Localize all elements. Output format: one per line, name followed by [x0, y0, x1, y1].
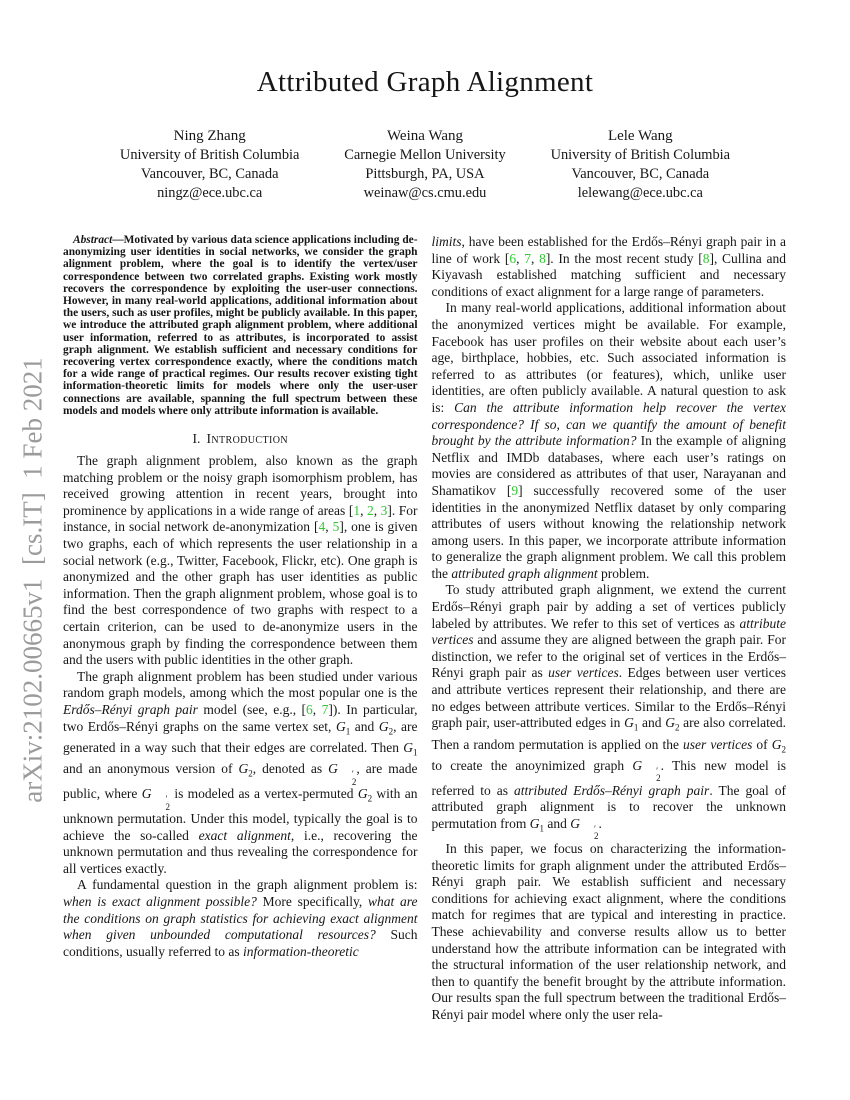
text-run: , — [325, 519, 333, 535]
citation-link[interactable]: 7 — [524, 250, 531, 266]
text-run: exact alignment — [198, 827, 291, 843]
citation-link[interactable]: 6 — [509, 250, 517, 266]
paragraph — [432, 582, 787, 841]
text-run: , — [530, 250, 540, 266]
citation-link[interactable]: 4 — [318, 519, 326, 535]
text-run: , are made public, where — [63, 761, 418, 802]
text-run: user vertices — [548, 665, 619, 681]
left-column — [63, 234, 418, 1024]
math-var: $G_2$ — [771, 736, 787, 755]
text-run: To study attributed graph alignment, we extend the current Erdős–Rényi graph pair by adding a set of vertices publicly labeled by attributes. We refer to this set of vertices as — [431, 582, 786, 631]
author-location: Pittsburgh, PA, USA — [365, 166, 485, 182]
right-column — [432, 234, 787, 1024]
text-run: . The goal of attributed graph alignment is to recover the unknown permutation from — [431, 782, 786, 831]
text-run: and — [638, 715, 666, 731]
author-email: lelewang@ece.ubc.ca — [577, 185, 703, 201]
text-run: ], Cullina and Kiyavash established matching sufficient and necessary conditions of exact alignment for a large range of parameters. — [431, 250, 786, 299]
section-title: Introduction — [206, 431, 288, 447]
text-run: and — [350, 718, 379, 734]
math-var: $G_1$ — [529, 815, 544, 834]
text-run: The graph alignment problem has been studied under various random graph models, among which the most popular one is the — [63, 668, 418, 701]
math-var: G ′ 2 — [328, 761, 357, 787]
math-var: $G_1$ — [403, 739, 418, 758]
text-run: , — [516, 250, 525, 266]
arxiv-banner: arXiv:2102.00665v1 [cs.IT] 1 Feb 2021 — [17, 357, 48, 803]
math-var: $G_2$ — [238, 761, 253, 779]
math-var: $G_2$ — [665, 715, 680, 733]
text-run: , — [360, 502, 367, 518]
text-run: when is exact alignment possible? — [63, 894, 257, 910]
paragraph — [432, 841, 787, 1024]
citation-link[interactable]: 8 — [702, 250, 710, 266]
text-run: ]. For instance, in social network de-anonymization [ — [63, 502, 418, 535]
text-run: . This new model is referred to as — [431, 757, 786, 798]
left-column-paragraphs — [63, 453, 418, 960]
paragraph — [432, 234, 787, 300]
text-run: ]). In particular, two Erdős–Rényi graphs on the same vertex set, — [63, 701, 418, 734]
paper-title: Attributed Graph Alignment — [256, 66, 594, 98]
text-run: Such conditions, usually referred to as — [63, 927, 418, 959]
text-run: with an unknown permutation. Under this model, typically the goal is to achieve the so-called — [63, 786, 418, 843]
text-run: The graph alignment problem, also known as the graph matching problem or the noisy graph isomorphism problem, has received growing attention in recent years, brought into prominence by applications in a wide range of areas [ — [63, 453, 418, 518]
text-run: , i.e., recovering the unknown permutation and thus revealing the correspondence for all vertices exactly. — [63, 827, 418, 876]
text-run: attribute vertices — [431, 615, 786, 648]
citation-link[interactable]: 7 — [321, 701, 329, 717]
abstract — [63, 234, 418, 417]
text-run: attributed Erdős–Rényi graph pair — [514, 782, 710, 798]
author-block — [0, 127, 850, 203]
text-run: , denoted as — [252, 761, 329, 777]
text-run: user vertices — [683, 736, 753, 752]
math-var: G ′ 2 — [570, 815, 599, 842]
author-name: Weina Wang — [386, 128, 464, 144]
paragraph — [63, 453, 418, 669]
math-var: G ′ 2 — [632, 757, 661, 784]
section-heading — [63, 431, 418, 447]
math-var: $G_1$ — [624, 715, 639, 733]
author-location: Vancouver, BC, Canada — [571, 166, 710, 182]
author-2 — [317, 127, 532, 203]
text-run: to create the anoynimized graph — [431, 757, 633, 773]
author-email: weinaw@cs.cmu.edu — [363, 185, 487, 201]
citation-link[interactable]: 8 — [539, 250, 546, 266]
citation-link[interactable]: 3 — [380, 502, 388, 518]
text-run: A fundamental question in the graph alignment problem is: — [77, 877, 418, 893]
citation-link[interactable]: 5 — [332, 519, 340, 535]
author-name: Ning Zhang — [173, 128, 246, 144]
text-run: is modeled as a vertex-permuted — [170, 786, 358, 802]
citation-link[interactable]: 6 — [306, 701, 313, 717]
text-run: of — [752, 736, 772, 752]
text-run: attributed graph alignment — [451, 565, 598, 581]
paragraph — [63, 669, 418, 878]
text-run: what are the conditions on graph statistics for achieving exact alignment when given unbounded computational resources? — [63, 894, 418, 943]
text-run: , are generated in a way such that their edges are correlated. Then — [63, 718, 418, 755]
math-var: $G_2$ — [357, 786, 373, 804]
author-location: Vancouver, BC, Canada — [140, 166, 279, 182]
math-var: G ′ 2 — [141, 786, 170, 812]
author-3 — [533, 127, 748, 203]
text-run: , have been established for the Erdős–Rényi graph pair in a line of work [ — [431, 234, 786, 266]
author-affiliation: University of British Columbia — [119, 147, 300, 163]
text-run: ] successfully recovered some of the user identities in the anonymized Netflix dataset by only comparing attributes of users without knowing the relationship network among users. In this paper, we incorporate attribute information to generalize the graph alignment problem. We call this problem the — [431, 482, 786, 581]
text-run: Abstract — [73, 234, 113, 246]
section-number: I. — [192, 431, 201, 447]
text-run: model (see, e.g., [ — [197, 701, 307, 717]
author-1 — [102, 127, 317, 203]
text-run: More specifically, — [256, 894, 369, 910]
text-run: ]. In the most recent study [ — [545, 250, 703, 266]
text-run: and an anonymous version of — [63, 761, 239, 777]
text-run: In many real-world applications, additional information about the anonymized vertices might be available. For example, Facebook has user profiles on their website about each user’s age, birthplace, hobbies, etc. Such associated information is referred to as attributes (or features), which, unlike user identities, are often publicly available. A natural question to ask is: — [431, 300, 786, 415]
text-run: . Edges between user vertices and attribute vertices represent their relationship, and there are no edges between attribute vertices. Similar to the Erdős–Rényi graph pair, user-attributed edges in — [431, 665, 786, 731]
text-run: are also correlated. Then a random permutation is applied on the — [431, 715, 787, 752]
two-column-body — [63, 234, 786, 1024]
text-run: , — [373, 502, 381, 518]
author-email: ningz@ece.ubc.ca — [157, 185, 263, 201]
text-run: In this paper, we focus on characterizing the information-theoretic limits for graph alignment under the attributed Erdős–Rényi graph pair. We establish sufficient and necessary conditions for achieving exact alignment, where the conditions match for regimes that are typical and interesting in practice. These achievability and converse results allow us to better understand how the attribute information can be integrated with the structural information of the user relationship network, and then to quantify the benefit brought by the attribute information. Our results span the full spectrum between the traditional Erdős–Rényi pair model where only the user rela- — [431, 840, 786, 1022]
right-column-paragraphs — [432, 234, 787, 1024]
citation-link[interactable]: 9 — [511, 482, 519, 498]
author-affiliation: University of British Columbia — [550, 147, 731, 163]
math-var: $G_1$ — [335, 718, 351, 737]
text-run: and assume they are aligned between the graph pair. For distinction, we refer to the original set of vertices in the Erdős–Rényi graph pair as — [431, 632, 786, 681]
text-run: , — [312, 701, 322, 717]
author-name: Lele Wang — [607, 128, 673, 144]
text-run: Erdős–Rényi graph pair — [63, 701, 198, 717]
author-affiliation: Carnegie Mellon University — [344, 147, 506, 163]
text-run: information-theoretic — [242, 943, 359, 959]
text-run: —Motivated by various data science applications including de-anonymizing user identities in social networks, we consider the graph alignment problem, where the goal is to identify the vertex/user correspondence between two correlated graphs. Existing work mostly recovers the correspondence by exploiting the user-user connections. However, in many real-world applications, additional information about the users, such as user profiles, might be publicly available. In this paper, we introduce the attributed graph alignment problem, where additional user information, referred to as attributes, is incorporated to assist graph alignment. We establish sufficient and necessary conditions for recovering vertex correspondence exactly, where the conditions match for a wide range of practical regimes. Our results recover existing tight information-theoretic limits for models where only the user-user connections are available, spanning the full spectrum between these models and models where only attribute information is available. — [63, 234, 418, 417]
paragraph — [432, 300, 787, 582]
text-run: problem. — [597, 565, 650, 581]
math-var: $G_2$ — [378, 718, 394, 737]
paragraph — [63, 877, 418, 960]
text-run: ], one is given two graphs, each of which represents the user relationship in a social network (e.g., Twitter, Facebook, Flickr, etc). One graph is anonymized and the other graph has user identities as public information. Then the graph alignment problem, whose goal is to find the best correspondence of two graphs with respect to a certain criterion, can be used to de-anonymize users in the anonymous graph by finding the correspondence between them and the users with public identities in the other graph. — [63, 519, 418, 668]
citation-link[interactable]: 1 — [353, 502, 361, 518]
text-run: In the example of aligning Netflix and IMDb databases, where each user’s ratings on movies are considered as attributes of that user, Narayanan and Shamatikov [ — [431, 433, 786, 498]
text-run: . — [598, 815, 602, 831]
text-run: Can the attribute information help recover the vertex correspondence? If so, can we quantify the amount of benefit brought by the attribute information? — [431, 399, 786, 449]
text-run: limits — [431, 234, 462, 249]
citation-link[interactable]: 2 — [366, 502, 374, 518]
text-run: and — [543, 815, 571, 831]
